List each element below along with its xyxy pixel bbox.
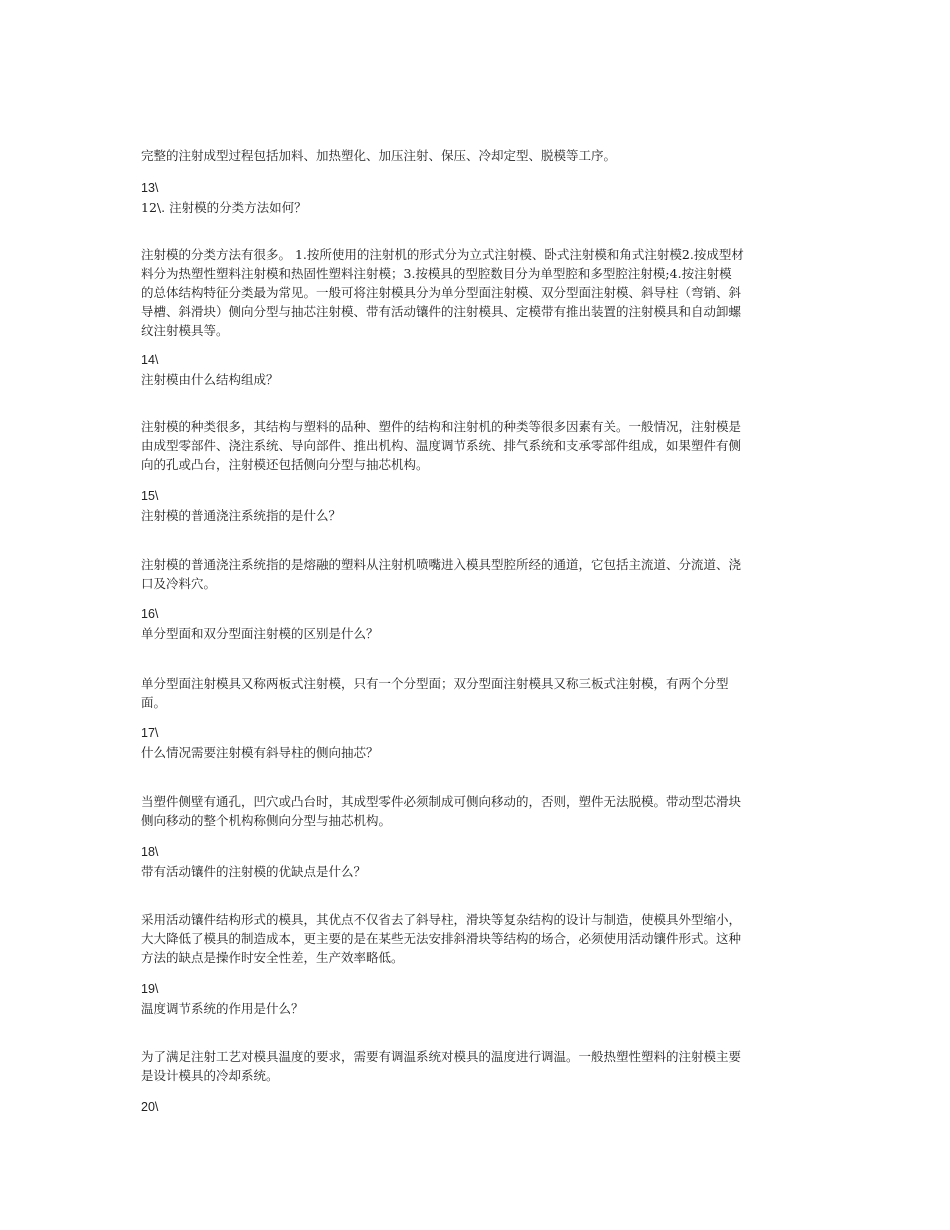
answer-line: 单分型面注射模具又称两板式注射模，只有一个分型面；双分型面注射模具又称三板式注射模，有两个分型 bbox=[141, 676, 729, 691]
section-number: 18\ bbox=[141, 845, 159, 859]
answer-line: 纹注射模具等。 bbox=[141, 323, 229, 338]
answer-line: 大大降低了模具的制造成本，更主要的是在某些无法安排斜滑块等结构的场合，必须使用活动镶件形式。这种 bbox=[141, 931, 742, 946]
intro-paragraph bbox=[141, 146, 831, 165]
section-question: 注射模由什么结构组成？ bbox=[141, 372, 279, 387]
section-question: 12\. 注射模的分类方法如何？ bbox=[141, 200, 307, 215]
answer-line: 是设计模具的冷却系统。 bbox=[141, 1068, 279, 1083]
answer-line: 当塑件侧壁有通孔，凹穴或凸台时，其成型零件必须制成可侧向移动的，否则，塑件无法脱模。带动型芯滑块 bbox=[141, 794, 742, 809]
section-18-heading bbox=[141, 843, 831, 881]
answer-line: 采用活动镶件结构形式的模具，其优点不仅省去了斜导柱，滑块等复杂结构的设计与制造，使模具外型缩小， bbox=[141, 912, 742, 927]
section-15-answer bbox=[141, 555, 831, 593]
section-19-heading bbox=[141, 980, 831, 1018]
section-19-answer bbox=[141, 1047, 831, 1085]
answer-line: 向的孔或凸台，注射模还包括侧向分型与抽芯机构。 bbox=[141, 457, 429, 472]
answer-line: 由成型零部件、浇注系统、导向部件、推出机构、温度调节系统、排气系统和支承零部件组成，如果塑件有侧 bbox=[141, 438, 742, 453]
section-18-answer bbox=[141, 910, 831, 967]
section-number: 17\ bbox=[141, 726, 159, 740]
section-number: 14\ bbox=[141, 353, 159, 367]
section-17-heading bbox=[141, 724, 831, 762]
answer-line: 料分为热塑性塑料注射模和热固性塑料注射模；3.按模具的型腔数目分为单型腔和多型腔注射模;4.按注射模 bbox=[141, 266, 732, 281]
answer-line: 面。 bbox=[141, 695, 167, 710]
section-question: 什么情况需要注射模有斜导柱的侧向抽芯？ bbox=[141, 745, 379, 760]
answer-line: 注射模的分类方法有很多。 1.按所使用的注射机的形式分为立式注射模、卧式注射模和角式注射模2.按成型材 bbox=[141, 247, 744, 262]
section-question: 单分型面和双分型面注射模的区别是什么？ bbox=[141, 626, 379, 641]
section-17-answer bbox=[141, 792, 831, 830]
answer-line: 的总体结构特征分类最为常见。一般可将注射模具分为单分型面注射模、双分型面注射模、斜导柱（弯销、斜 bbox=[141, 285, 742, 300]
section-13-answer bbox=[141, 245, 831, 340]
section-number: 19\ bbox=[141, 982, 159, 996]
section-20-heading bbox=[141, 1098, 831, 1117]
section-question: 带有活动镶件的注射模的优缺点是什么？ bbox=[141, 864, 367, 879]
answer-line: 侧向移动的整个机构称侧向分型与抽芯机构。 bbox=[141, 813, 392, 828]
section-15-heading bbox=[141, 487, 831, 525]
section-number: 15\ bbox=[141, 489, 159, 503]
section-number: 16\ bbox=[141, 607, 159, 621]
section-16-answer bbox=[141, 674, 831, 712]
answer-line: 为了满足注射工艺对模具温度的要求，需要有调温系统对模具的温度进行调温。一般热塑性塑料的注射模主要 bbox=[141, 1049, 742, 1064]
section-14-heading bbox=[141, 351, 831, 389]
section-13-heading bbox=[141, 179, 831, 217]
section-question: 注射模的普通浇注系统指的是什么？ bbox=[141, 508, 342, 523]
intro-line: 完整的注射成型过程包括加料、加热塑化、加压注射、保压、冷却定型、脱模等工序。 bbox=[141, 148, 617, 163]
section-14-answer bbox=[141, 417, 831, 474]
section-number: 20\ bbox=[141, 1100, 159, 1114]
answer-line: 导槽、斜滑块）侧向分型与抽芯注射模、带有活动镶件的注射模具、定模带有推出装置的注射模具和自动卸螺 bbox=[141, 304, 742, 319]
section-question: 温度调节系统的作用是什么？ bbox=[141, 1001, 304, 1016]
answer-line: 口及冷料穴。 bbox=[141, 576, 217, 591]
answer-line: 注射模的普通浇注系统指的是熔融的塑料从注射机喷嘴进入模具型腔所经的通道，它包括主流道、分流道、浇 bbox=[141, 557, 742, 572]
answer-line: 注射模的种类很多，其结构与塑料的品种、塑件的结构和注射机的种类等很多因素有关。一般情况，注射模是 bbox=[141, 419, 742, 434]
section-number: 13\ bbox=[141, 181, 159, 195]
section-16-heading bbox=[141, 605, 831, 643]
answer-line: 方法的缺点是操作时安全性差，生产效率略低。 bbox=[141, 950, 404, 965]
